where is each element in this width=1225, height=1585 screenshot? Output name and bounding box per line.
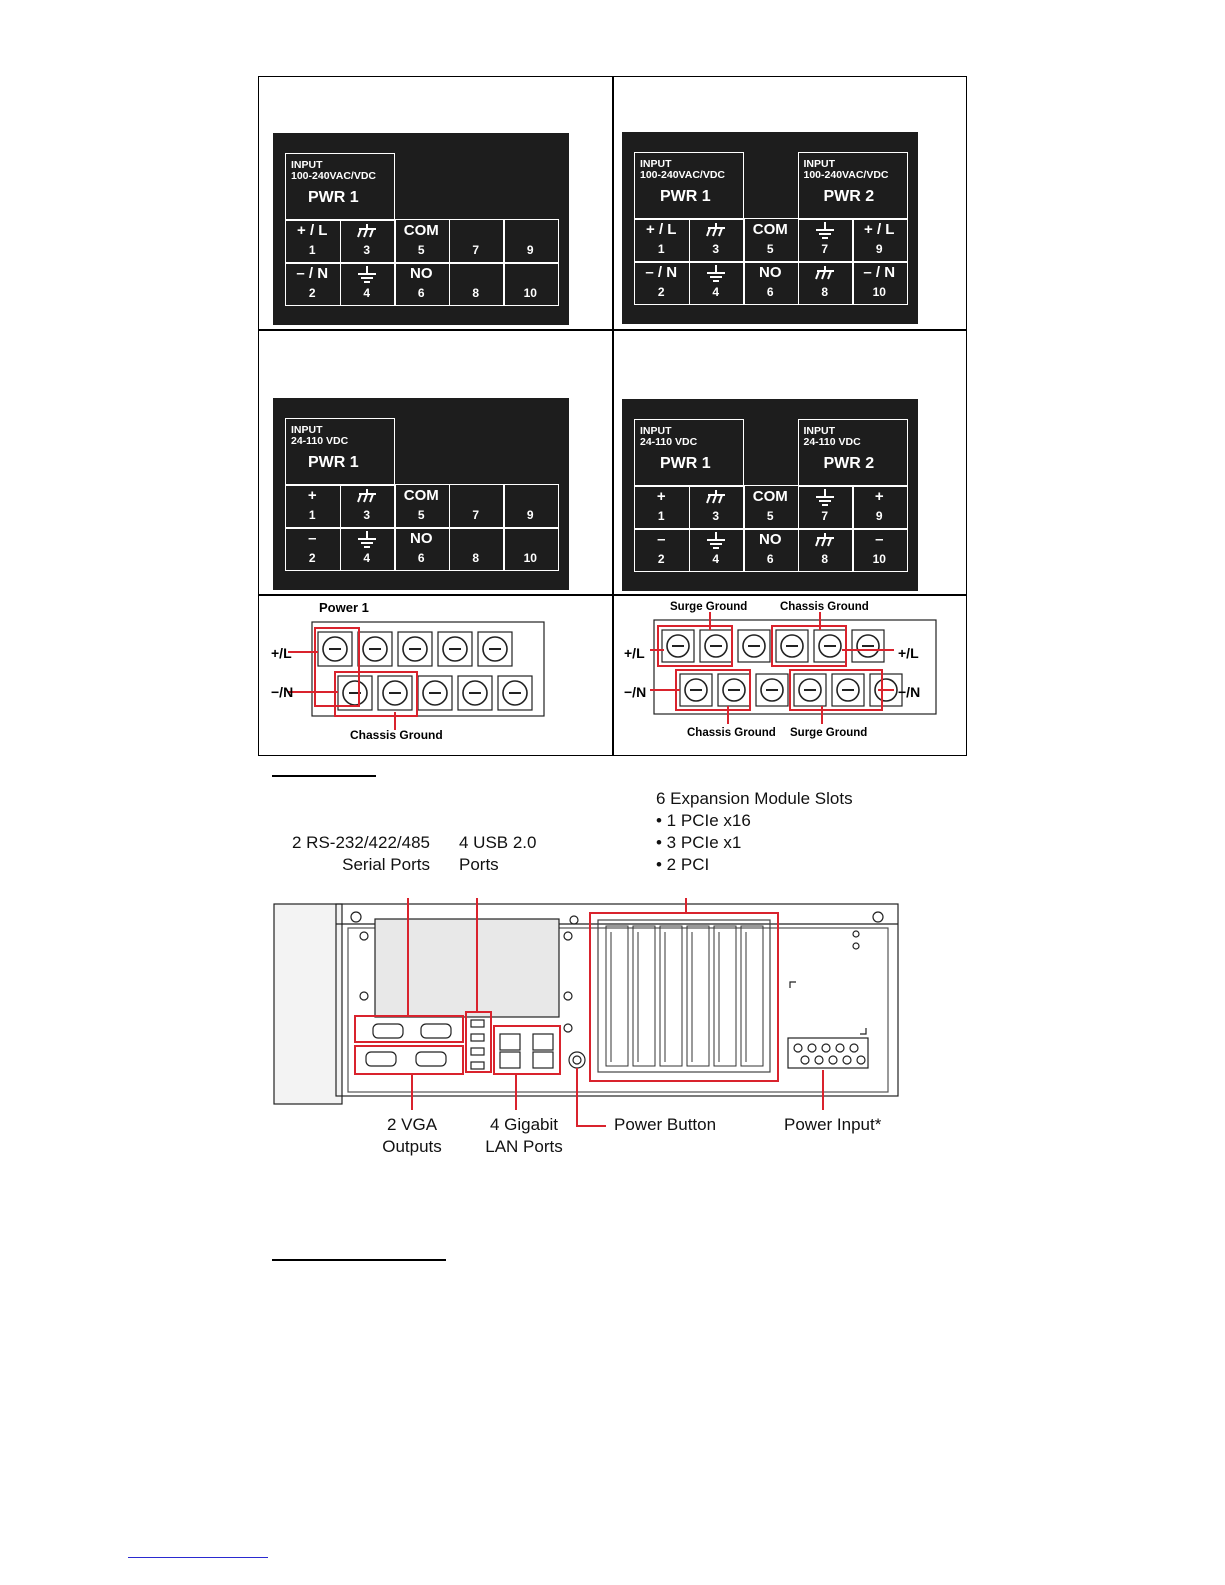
voltage-range: 100-240VAC/VDC (803, 169, 889, 181)
terminal-highlight (790, 670, 882, 710)
grid-divider-row1 (259, 329, 966, 331)
terminal-cell-1 (285, 487, 340, 523)
terminal-symbol (689, 264, 744, 284)
earth-ground-icon (814, 221, 836, 239)
pwr-label: PWR 1 (308, 454, 359, 471)
terminal-number: 5 (766, 242, 774, 256)
terminal-symbol: NO (410, 265, 433, 282)
serial-port-2 (421, 1024, 451, 1038)
chassis-ground-icon (814, 264, 836, 282)
terminal-block-dual-diagram (610, 596, 960, 748)
plus-l-label: +/L (271, 645, 292, 661)
terminal-cell-1 (634, 488, 689, 524)
terminal-symbol (449, 530, 504, 550)
terminal-symbol (503, 487, 558, 507)
terminal-symbol (449, 222, 504, 242)
terminal-number: 10 (872, 285, 886, 299)
terminal-number: 7 (821, 509, 829, 523)
terminal-number: 9 (875, 242, 883, 256)
terminal-symbol: NO (759, 264, 782, 281)
serial-ports-callout: 2 RS-232/422/485 Serial Ports (292, 833, 430, 874)
section-heading-underline (272, 775, 376, 777)
earth-ground-icon (356, 530, 378, 548)
minus-n-label: −/N (271, 684, 294, 700)
terminal-cell-10 (503, 530, 558, 566)
terminal-cell-1 (285, 222, 340, 258)
grid-line (634, 261, 907, 263)
pwr1-header-box (634, 419, 744, 487)
earth-ground-icon (705, 531, 727, 549)
voltage-range: 24-110 VDC (803, 436, 861, 448)
power-input-screw (794, 1044, 802, 1052)
surge-ground-bottom-label: Surge Ground (790, 727, 868, 739)
terminal-cell-8 (798, 531, 853, 567)
terminal-number: 4 (363, 286, 371, 300)
terminal-cell-3 (689, 488, 744, 524)
vga-port-2 (416, 1052, 446, 1066)
power-input-callout: Power Input* (784, 1115, 882, 1134)
terminal-number: 8 (472, 551, 480, 565)
terminal-symbol: + (874, 488, 884, 505)
terminal-symbol (340, 487, 395, 507)
vga-outputs-callout: 2 VGA Outputs (382, 1115, 442, 1156)
power-input-screw (857, 1056, 865, 1064)
terminal-symbol: + / L (646, 221, 677, 238)
earth-ground-icon (814, 488, 836, 506)
power-input-screw (850, 1044, 858, 1052)
input-label: INPUT (803, 158, 835, 170)
terminal-number: 10 (523, 286, 537, 300)
power-input-screw (843, 1056, 851, 1064)
terminal-number: 3 (712, 242, 720, 256)
terminal-cell-4 (340, 265, 395, 301)
terminal-symbol: + / L (864, 221, 895, 238)
chassis-ground-icon (705, 221, 727, 239)
power-input-screw (801, 1056, 809, 1064)
input-label: INPUT (291, 424, 323, 436)
terminal-cell-9 (852, 488, 907, 524)
expansion-slot (660, 926, 682, 1066)
terminal-number: 7 (472, 508, 480, 522)
terminal-cell-8 (449, 530, 504, 566)
terminal-number: 5 (417, 243, 425, 257)
terminal-number: 2 (308, 286, 316, 300)
terminal-symbol: – (657, 531, 666, 548)
terminal-number: 5 (766, 509, 774, 523)
pwr-label: PWR 1 (660, 455, 711, 472)
chassis-ground-icon (356, 487, 378, 505)
pwr2-header-box (798, 419, 908, 487)
expansion-slot (714, 926, 736, 1066)
power-label-dc_single (273, 398, 569, 590)
terminal-symbol (689, 488, 744, 508)
terminal-cell-9 (503, 222, 558, 258)
terminal-cell-2 (634, 264, 689, 300)
power-input-screw (836, 1044, 844, 1052)
terminal-number: 6 (766, 285, 774, 299)
input-label: INPUT (640, 158, 672, 170)
terminal-cell-10 (852, 531, 907, 567)
terminal-symbol: – (308, 530, 317, 547)
terminal-symbol: COM (403, 487, 439, 504)
chassis-ground-icon (356, 222, 378, 240)
terminal-cell-5 (394, 487, 449, 523)
voltage-range: 24-110 VDC (640, 436, 698, 448)
terminal-symbol: + (307, 487, 317, 504)
terminal-symbol (798, 488, 853, 508)
terminal-number: 8 (472, 286, 480, 300)
terminal-cell-5 (743, 221, 798, 257)
terminal-number: 7 (472, 243, 480, 257)
terminal-number: 6 (766, 552, 774, 566)
power-label-ac_dual (622, 132, 918, 324)
chassis-ground-icon (705, 488, 727, 506)
terminal-symbol (340, 265, 395, 285)
grid-line (285, 527, 558, 529)
terminal-cell-2 (634, 531, 689, 567)
terminal-symbol: – / N (296, 265, 329, 282)
terminal-number: 3 (363, 243, 371, 257)
terminal-cell-2 (285, 265, 340, 301)
terminal-number: 4 (712, 552, 720, 566)
minus-n-right-label: −/N (898, 684, 921, 700)
pwr2-header-box (798, 152, 908, 220)
terminal-symbol: – / N (645, 264, 678, 281)
terminal-symbol (503, 265, 558, 285)
terminal-number: 8 (821, 285, 829, 299)
terminal-number: 10 (872, 552, 886, 566)
terminal-number: 1 (657, 242, 665, 256)
pwr-label: PWR 2 (823, 455, 875, 472)
rear-panel-drawing (268, 898, 908, 1160)
power-label-dc_dual (622, 399, 918, 591)
terminal-symbol (798, 531, 853, 551)
terminal-cell-8 (449, 265, 504, 301)
terminal-number: 7 (821, 242, 829, 256)
power-button-callout: Power Button (614, 1115, 717, 1134)
power-label-ac_single (273, 133, 569, 325)
terminal-symbol: + (656, 488, 666, 505)
plus-l-right-label: +/L (898, 645, 919, 661)
grid-line (285, 262, 558, 264)
footer-link-underline (128, 1557, 268, 1558)
expansion-slots-callout: 6 Expansion Module Slots • 1 PCIe x16 • 3 PCIe x1 • 2 PCI (656, 789, 853, 874)
voltage-range: 100-240VAC/VDC (291, 170, 377, 182)
chassis-side-bracket (274, 904, 342, 1104)
terminal-symbol (449, 487, 504, 507)
terminal-number: 10 (523, 551, 537, 565)
power1-label: Power 1 (319, 600, 369, 615)
terminal-cell-6 (743, 531, 798, 567)
power-input-screw (815, 1056, 823, 1064)
terminal-number: 9 (526, 508, 534, 522)
terminal-symbol (689, 531, 744, 551)
expansion-slot (741, 926, 763, 1066)
pwr1-header-box (285, 418, 395, 486)
terminal-cell-5 (743, 488, 798, 524)
chassis-ground-top-label: Chassis Ground (780, 601, 869, 613)
pwr-label: PWR 2 (823, 188, 875, 205)
pwr-label: PWR 1 (660, 188, 711, 205)
terminal-symbol (503, 530, 558, 550)
terminal-number: 4 (363, 551, 371, 565)
terminal-cell-10 (503, 265, 558, 301)
terminal-symbol (340, 222, 395, 242)
expansion-slot (606, 926, 628, 1066)
terminal-cell-7 (798, 221, 853, 257)
voltage-range: 100-240VAC/VDC (640, 169, 726, 181)
terminal-cell-6 (743, 264, 798, 300)
terminal-number: 9 (526, 243, 534, 257)
usb-ports-callout: 4 USB 2.0 Ports (459, 833, 537, 874)
terminal-cell-3 (689, 221, 744, 257)
terminal-symbol (449, 265, 504, 285)
terminal-cell-6 (394, 265, 449, 301)
terminal-cell-3 (340, 487, 395, 523)
terminal-cell-4 (340, 530, 395, 566)
chassis-ground-label: Chassis Ground (350, 728, 443, 742)
terminal-number: 3 (712, 509, 720, 523)
terminal-number: 2 (308, 551, 316, 565)
grid-line (634, 528, 907, 530)
lan-ports-callout: 4 Gigabit LAN Ports (485, 1115, 563, 1156)
power-input-screw (822, 1044, 830, 1052)
terminal-cell-2 (285, 530, 340, 566)
input-label: INPUT (803, 425, 835, 437)
terminal-cell-4 (689, 264, 744, 300)
terminal-cell-7 (798, 488, 853, 524)
surge-ground-top-label: Surge Ground (670, 601, 748, 613)
pwr1-header-box (285, 153, 395, 221)
terminal-symbol: COM (752, 488, 788, 505)
terminal-cell-4 (689, 531, 744, 567)
terminal-cell-7 (449, 222, 504, 258)
terminal-symbol: COM (403, 222, 439, 239)
power-input-screw (829, 1056, 837, 1064)
terminal-number: 2 (657, 552, 665, 566)
terminal-symbol (798, 221, 853, 241)
input-label: INPUT (640, 425, 672, 437)
terminal-symbol: – (875, 531, 884, 548)
terminal-symbol (689, 221, 744, 241)
terminal-cell-5 (394, 222, 449, 258)
terminal-cell-10 (852, 264, 907, 300)
pwr1-header-box (634, 152, 744, 220)
terminal-number: 6 (417, 551, 425, 565)
terminal-cell-6 (394, 530, 449, 566)
terminal-cell-8 (798, 264, 853, 300)
terminal-number: 5 (417, 508, 425, 522)
terminal-number: 2 (657, 285, 665, 299)
terminal-cell-1 (634, 221, 689, 257)
section-heading-underline-2 (272, 1259, 446, 1261)
terminal-cell-7 (449, 487, 504, 523)
terminal-number: 1 (657, 509, 665, 523)
chassis-ground-icon (814, 531, 836, 549)
pwr-label: PWR 1 (308, 189, 359, 206)
input-label: INPUT (291, 159, 323, 171)
terminal-cell-9 (852, 221, 907, 257)
terminal-cell-9 (503, 487, 558, 523)
vga-port-1 (366, 1052, 396, 1066)
chassis-ground-bottom-label: Chassis Ground (687, 727, 776, 739)
terminal-symbol: COM (752, 221, 788, 238)
plus-l-left-label: +/L (624, 645, 645, 661)
terminal-symbol: NO (759, 531, 782, 548)
power-button-drawing (569, 1052, 585, 1068)
terminal-number: 1 (308, 243, 316, 257)
terminal-number: 9 (875, 509, 883, 523)
terminal-symbol (340, 530, 395, 550)
terminal-symbol: – / N (863, 264, 896, 281)
terminal-number: 1 (308, 508, 316, 522)
terminal-symbol (798, 264, 853, 284)
minus-n-left-label: −/N (624, 684, 647, 700)
terminal-number: 6 (417, 286, 425, 300)
terminal-symbol: NO (410, 530, 433, 547)
terminal-symbol: + / L (297, 222, 328, 239)
earth-ground-icon (705, 264, 727, 282)
terminal-number: 3 (363, 508, 371, 522)
terminal-symbol (503, 222, 558, 242)
terminal-number: 8 (821, 552, 829, 566)
terminal-block-single-diagram (262, 596, 602, 748)
serial-port-1 (373, 1024, 403, 1038)
expansion-slot (687, 926, 709, 1066)
terminal-number: 4 (712, 285, 720, 299)
power-input-screw (808, 1044, 816, 1052)
expansion-slot (633, 926, 655, 1066)
earth-ground-icon (356, 265, 378, 283)
voltage-range: 24-110 VDC (291, 435, 349, 447)
terminal-cell-3 (340, 222, 395, 258)
